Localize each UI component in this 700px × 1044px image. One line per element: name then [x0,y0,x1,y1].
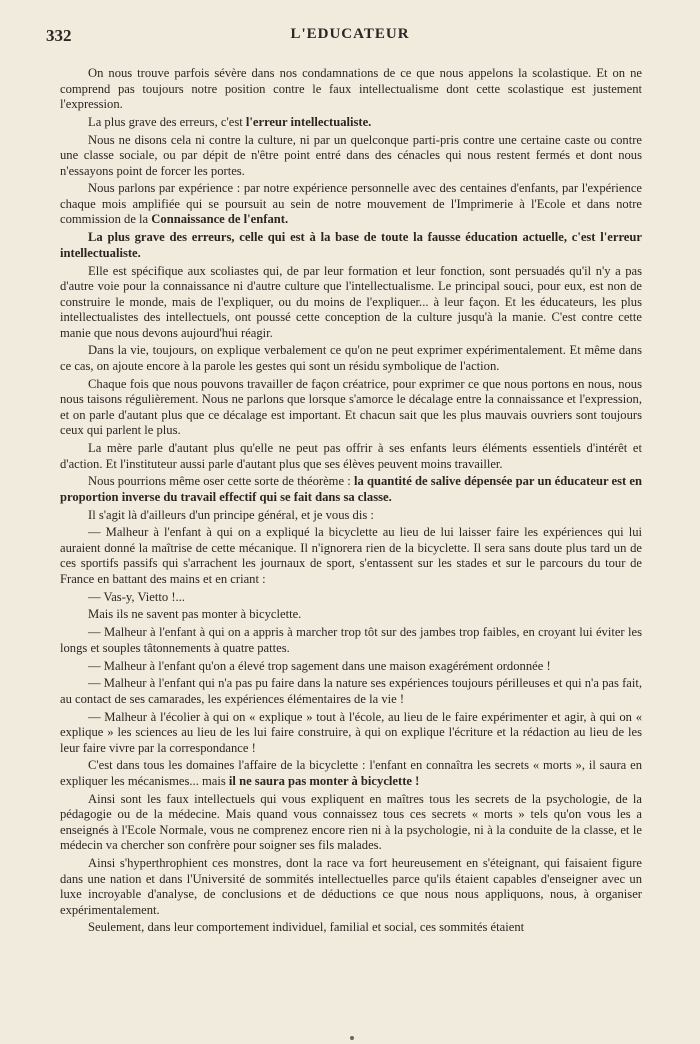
text-run: — Malheur à l'enfant qui n'a pas pu faire dans la nature ses expériences toujours périlleuses et qui n'a pas fait, au contact de ses camarades, les expériences élémentaires de la vie ! [60,676,642,706]
text-run: — Malheur à l'enfant à qui on a expliqué la bicyclette au lieu de lui laisser faire les expériences qui lui auraient donné la maîtrise de cette mécanique. Il n'ignorera rien de la bicyclette. Il sera sans doute plus tard un de ces sportifs passifs qui s'arrachent les journaux de sport, s'entassent sur les stades et sur le parcours du tour de France en battant des mains et en criant : [60,525,642,587]
paragraph [60,264,642,342]
paragraph [60,792,642,854]
paragraph [60,607,642,623]
text-run: La mère parle d'autant plus qu'elle ne peut pas offrir à ses enfants leurs éléments essentiels d'intérêt et d'action. Et l'instituteur aussi parle d'autant plus que ses élèves peuvent moins travailler. [60,441,642,471]
text-run: Nous ne disons cela ni contre la culture, ni par un quelconque parti-pris contre une certaine caste ou contre une classe sociale, ou par dépit de n'être point entré dans des cénacles qui nous restent fermés et dont nous n'essayons point de forcer les portes. [60,132,642,178]
page-number: 332 [46,26,72,45]
text-run: Dans la vie, toujours, on explique verbalement ce qu'on ne peut exprimer expérimentalement. Et même dans ce cas, on ajoute encore à la parole les gestes qui sont un résidu symbolique de l'action. [60,343,642,373]
paragraph [60,66,642,113]
paragraph [60,133,642,180]
paragraph [60,590,642,606]
paragraph [60,343,642,374]
text-run: Il s'agit là d'ailleurs d'un principe général, et je vous dis : [88,507,374,522]
page-header [46,26,654,50]
paragraph [60,758,642,789]
article-body [60,66,642,938]
paragraph [60,508,642,524]
bold-text: La plus grave des erreurs, celle qui est à la base de toute la fausse éducation actuelle, c'est l'erreur intellectualiste. [60,230,642,260]
paragraph [60,625,642,656]
running-title: L'EDUCATEUR [290,26,410,42]
page-mark [350,1036,354,1040]
text-run: Mais ils ne savent pas monter à bicyclette. [88,607,302,622]
text-run: Ainsi s'hyperthrophient ces monstres, dont la race va fort heureusement en s'éteignant, qui faisaient figure dans une nation et dans l'Université de sommités intellectuelles parce qu'ils étaient capables d'enseigner avec un luxe incroyable d'analyse, de conclusions et de déductions ce que nous nous appliquons, nous, à organiser expérimentalement. [60,856,642,917]
text-run: Nous pourrions même oser cette sorte de théorème : [88,474,354,489]
text-run: Chaque fois que nous pouvons travailler de façon créatrice, pour exprimer ce que nous portons en nous, nous nous taisons régulièrement. Nous ne parlons que lorsque s'amorce le décalage entre la connaissance et l'expression, et on parle d'autant plus que ce décalage est important. Et chacun sait que les plus mauvais ouvriers sont toujours ceux qui parlent le plus. [60,376,642,438]
text-run: — Malheur à l'écolier à qui on « explique » tout à l'école, au lieu de le faire expérimenter et agir, à qui on « explique » les sciences au lieu de les lui faire construire, à qui on explique l'écriture et la rédaction au lieu de les leur faire vivre par la correspondance ! [60,709,642,755]
text-run: Nous parlons par expérience : par notre expérience personnelle avec des centaines d'enfants, par l'expérience chaque mois amplifiée qui se poursuit au sein de notre mouvement de l'Imprimerie à l'Ecole et dans notre commission de la [60,181,642,227]
paragraph [60,441,642,472]
paragraph [60,474,642,505]
bold-text: l'erreur intellectualiste. [245,114,372,129]
text-run: — Vas-y, Vietto !... [88,589,185,604]
paragraph [60,676,642,707]
paragraph [60,710,642,757]
paragraph [60,525,642,587]
text-run: Ainsi sont les faux intellectuels qui vous expliquent en maîtres tous les secrets de la psychologie, de la pédagogie ou de la médecine. Mais quand vous connaissez tous ces secrets « morts » tels qu'on vous les a enseignés à l'Ecole Normale, vous ne comprenez encore rien ni à la psychologie, ni à la conduite de la classe, et le médecin va chercher son confrère pour soigner ses fils malades. [60,791,642,853]
paragraph [60,659,642,675]
text-run: On nous trouve parfois sévère dans nos condamnations de ce que nous appelons la scolastique. Et on ne comprend pas toujours notre position contre le faux intellectualisme dont cette scolastique est justement l'expression. [60,66,642,112]
paragraph [60,856,642,918]
bold-text: Connaissance de l'enfant. [151,212,289,227]
text-run: Seulement, dans leur comportement individuel, familial et social, ces sommités étaient [88,920,525,935]
bold-text: il ne saura pas monter à bicyclette ! [228,773,420,788]
paragraph [60,230,642,261]
paragraph [60,920,642,936]
text-run: La plus grave des erreurs, c'est [88,114,246,129]
text-run: — Malheur à l'enfant à qui on a appris à marcher trop tôt sur des jambes trop faibles, en croyant lui éviter les longs et souples tâtonnements à quatre pattes. [60,625,642,655]
paragraph [60,115,642,131]
paragraph [60,377,642,439]
bold-text: la quantité de salive dépensée par un éducateur est en proportion inverse du travail effectif qui se fait dans sa classe. [60,474,643,504]
paragraph [60,181,642,228]
text-run: Elle est spécifique aux scoliastes qui, de par leur formation et leur fonction, sont persuadés qu'il n'y a pas d'autre voie pour la connaissance ni d'autre culture que l'intellectualisme. Le principal souci, pour eux, est non de construire le monde, mais de l'expliquer, ou du moins de l'expliquer... à leur façon. Et les éducateurs, les plus intellectualistes des intellectuels, ont poussé cette conception de la culture jusqu'à la manie. C'est contre cette manie que nous devons aujourd'hui réagir. [60,263,642,340]
text-run: C'est dans tous les domaines l'affaire de la bicyclette : l'enfant en connaîtra les secrets « morts », il saura en expliquer les mécanismes... mais [60,758,642,788]
text-run: — Malheur à l'enfant qu'on a élevé trop sagement dans une maison exagérément ordonnée ! [88,658,551,673]
